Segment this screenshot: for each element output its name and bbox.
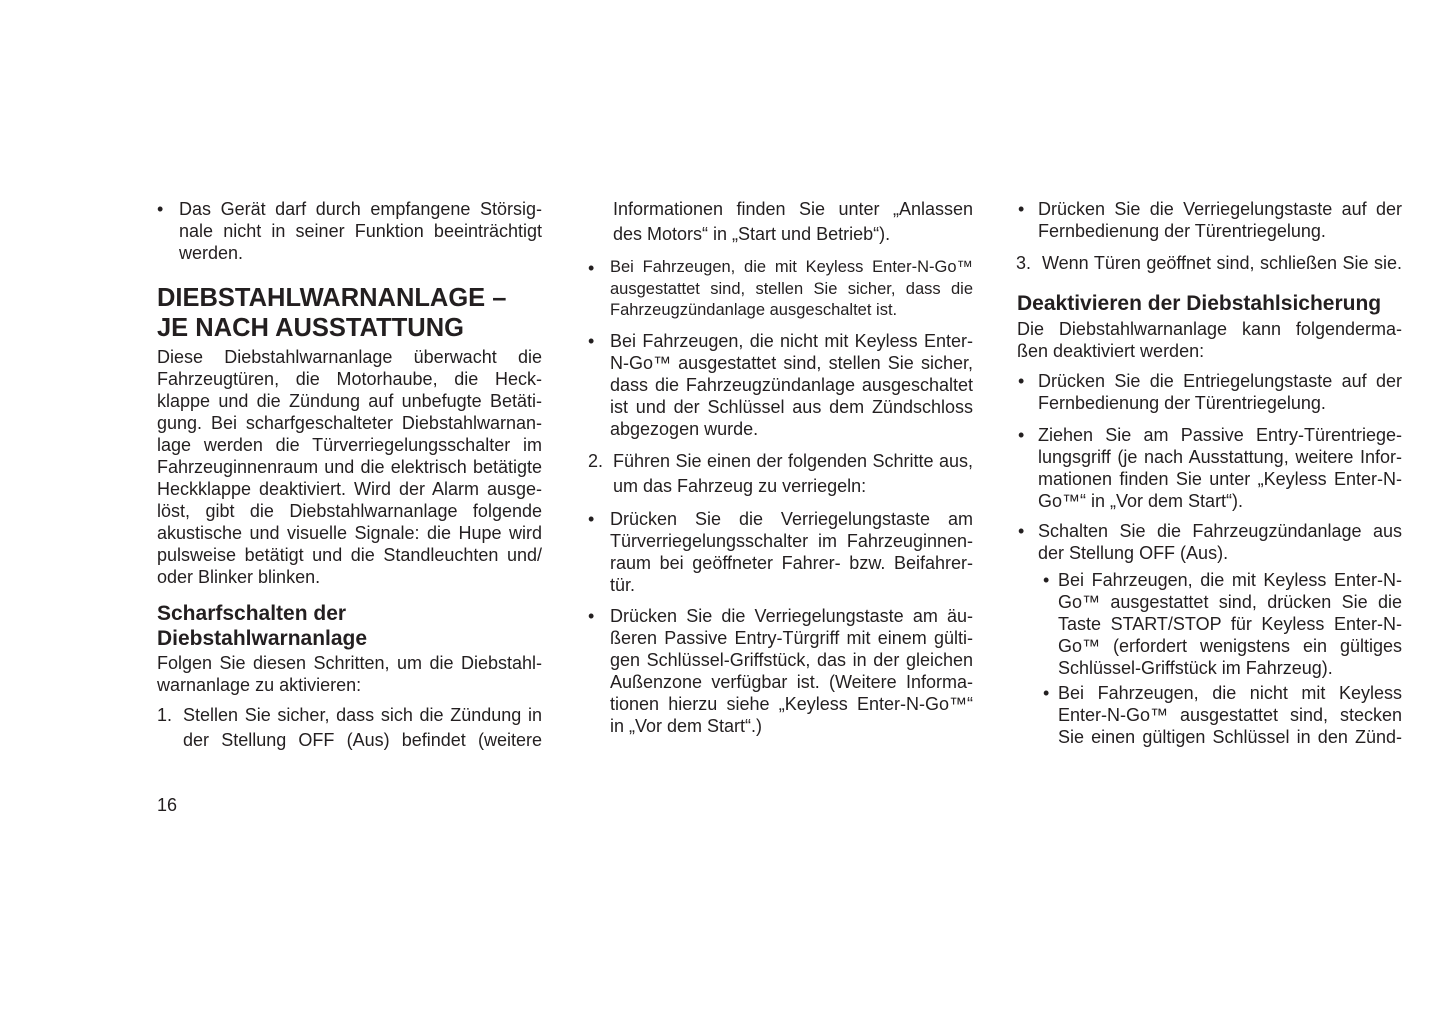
section-heading [157,283,506,343]
step-2 [613,449,973,498]
bullet-icon: • [588,606,595,626]
text-line: Diebstahlwarnanlage [157,627,368,650]
text-line: Fahrzeugtüren, die Motorhaube, die Heck- [157,369,542,389]
text-line: Das Gerät darf durch empfangene Störsig- [179,199,542,219]
step-number: 2. [588,451,604,471]
text-line: Außenzone verfügbar ist. (Weitere Informa- [610,672,973,692]
text-line: nale nicht in seiner Funktion beeinträchtigt [179,221,542,241]
text-line: der Stellung OFF (Aus) befindet (weitere [183,729,542,750]
text-line: ist und der Schlüssel aus dem Zündschloss [610,397,973,417]
step-1 [183,703,542,752]
text-line: klappe und die Zündung auf unbefugte Betäti- [157,391,542,411]
bullet-icon: • [1018,371,1025,391]
text-line: Go™“ in „Vor dem Start“). [1038,491,1244,511]
text-line: gen Schlüssel-Griffstück, das in der gleichen [610,650,973,670]
text-line: ausgestattet sind, stellen Sie sicher, dass die [610,279,973,298]
text-line: des Motors“ in „Start und Betrieb“). [613,223,891,244]
text-line: Stellen Sie sicher, dass sich die Zündung in [183,705,542,725]
subheading-arm [157,601,367,651]
text-line: Sie einen gültigen Schlüssel in den Zünd- [1058,727,1402,747]
bullet-interior-switch [610,508,973,596]
text-line: Go™ (erfordert wenigstens ein gültiges [1058,636,1402,656]
text-line: Fahrzeuginnenraum und die elektrisch betätigte [157,457,542,477]
text-line: Heckklappe deaktiviert. Wird der Alarm ausge- [157,479,542,499]
text-line: Ziehen Sie am Passive Entry-Türentriege- [1038,425,1402,445]
text-line: Drücken Sie die Verriegelungstaste am [610,509,973,529]
text-line: ßen deaktiviert werden: [1017,341,1205,361]
step-number: 3. [1016,253,1032,273]
text-line: Scharfschalten der [157,602,347,625]
bullet-interference [179,198,542,264]
text-line: Drücken Sie die Verriegelungstaste am äu- [610,606,973,626]
text-line: der Stellung OFF (Aus). [1038,543,1229,563]
text-line: Bei Fahrzeugen, die nicht mit Keyless Enter- [610,331,973,351]
bullet-icon: • [1018,521,1025,541]
text-line: Taste START/STOP für Keyless Enter-N- [1058,614,1402,634]
text-line: pulsweise betätigt und die Standleuchten und/ [157,545,542,565]
disarm-intro-paragraph [1017,318,1402,362]
text-line: DIEBSTAHLWARNANLAGE – [157,284,507,312]
text-line: Fernbedienung der Türentriegelung. [1038,393,1326,413]
bullet-icon: • [588,331,595,351]
text-line: Informationen finden Sie unter „Anlassen [613,199,973,219]
bullet-icon: • [1043,683,1050,703]
step-1-continued [613,197,973,246]
text-line: Bei Fahrzeugen, die nicht mit Keyless [1058,683,1402,703]
sub-bullet-keyless [1058,569,1402,679]
text-line: Bei Fahrzeugen, die mit Keyless Enter-N- [1058,570,1402,590]
bullet-passive-entry [610,605,973,737]
text-line: löst, gibt die Diebstahlwarnanlage folgende [157,501,542,521]
text-line: werden. [179,243,244,263]
text-line: Drücken Sie die Verriegelungstaste auf der [1038,199,1402,219]
text-line: Fernbedienung der Türentriegelung. [1038,221,1326,241]
bullet-icon: • [588,258,595,278]
page-number: 16 [157,795,178,815]
text-line: oder Blinker blinken. [157,567,321,587]
intro-paragraph [157,346,542,588]
text-line: akustische und visuelle Signale: die Hupe wird [157,523,542,543]
text-line: gung. Bei scharfgeschalteter Diebstahlwarnan- [157,413,542,433]
text-line: Die Diebstahlwarnanlage kann folgenderma- [1017,319,1402,339]
text-line: tionen hierzu siehe „Keyless Enter-N-Go™“ [610,694,973,714]
text-line: Wenn Türen geöffnet sind, schließen Sie sie. [1042,253,1402,273]
text-line: tür. [610,575,636,595]
text-line: N-Go™ ausgestattet sind, stellen Sie sicher, [610,353,973,373]
text-line: abgezogen wurde. [610,419,759,439]
text-line: lungsgriff (je nach Ausstattung, weitere Infor- [1038,447,1402,467]
text-line: in „Vor dem Start“.) [610,716,763,736]
bullet-keyless [610,257,973,322]
text-line: warnanlage zu aktivieren: [157,675,362,695]
text-line: um das Fahrzeug zu verriegeln: [613,475,867,496]
bullet-icon: • [1018,425,1025,445]
text-line: Go™ ausgestattet sind, drücken Sie die [1058,592,1402,612]
text-line: Türverriegelungsschalter im Fahrzeuginnen- [610,531,973,551]
bullet-remote-lock [1038,198,1402,242]
bullet-icon: • [1043,570,1050,590]
bullet-non-keyless [610,330,973,440]
text-line: Drücken Sie die Entriegelungstaste auf der [1038,371,1402,391]
text-line: JE NACH AUSSTATTUNG [157,314,464,342]
text-line: Bei Fahrzeugen, die mit Keyless Enter-N-Go™ [610,258,973,276]
text-line: dass die Fahrzeugzündanlage ausgeschaltet [610,375,973,395]
text-line: Folgen Sie diesen Schritten, um die Diebstahl- [157,653,542,673]
bullet-ignition [1038,520,1402,564]
text-line: ßeren Passive Entry-Türgriff mit einem gülti- [610,628,973,648]
bullet-icon: • [1018,199,1025,219]
text-line: Diese Diebstahlwarnanlage überwacht die [157,347,542,367]
bullet-remote-unlock [1038,370,1402,414]
text-line: Führen Sie einen der folgenden Schritte aus, [613,451,973,471]
text-line: lage werden die Türverriegelungsschalter im [157,435,542,455]
text-line: Schalten Sie die Fahrzeugzündanlage aus [1038,521,1402,541]
arm-intro-paragraph [157,652,542,696]
subheading-disarm: Deaktivieren der Diebstahlsicherung [1017,292,1382,315]
step-number: 1. [157,705,173,725]
text-line: mationen finden Sie unter „Keyless Enter-N- [1038,469,1402,489]
text-line: raum bei geöffneter Fahrer- bzw. Beifahrer- [610,553,973,573]
text-line: Fahrzeugzündanlage ausgeschaltet ist. [610,301,898,319]
step-3 [1042,252,1402,274]
text-line: Schlüssel-Griffstück im Fahrzeug). [1058,658,1333,678]
sub-bullet-non-keyless [1058,682,1402,748]
bullet-icon: • [588,509,595,529]
text-line: Enter-N-Go™ ausgestattet sind, stecken [1058,705,1402,725]
bullet-pull-handle [1038,424,1402,512]
bullet-icon: • [157,199,164,219]
